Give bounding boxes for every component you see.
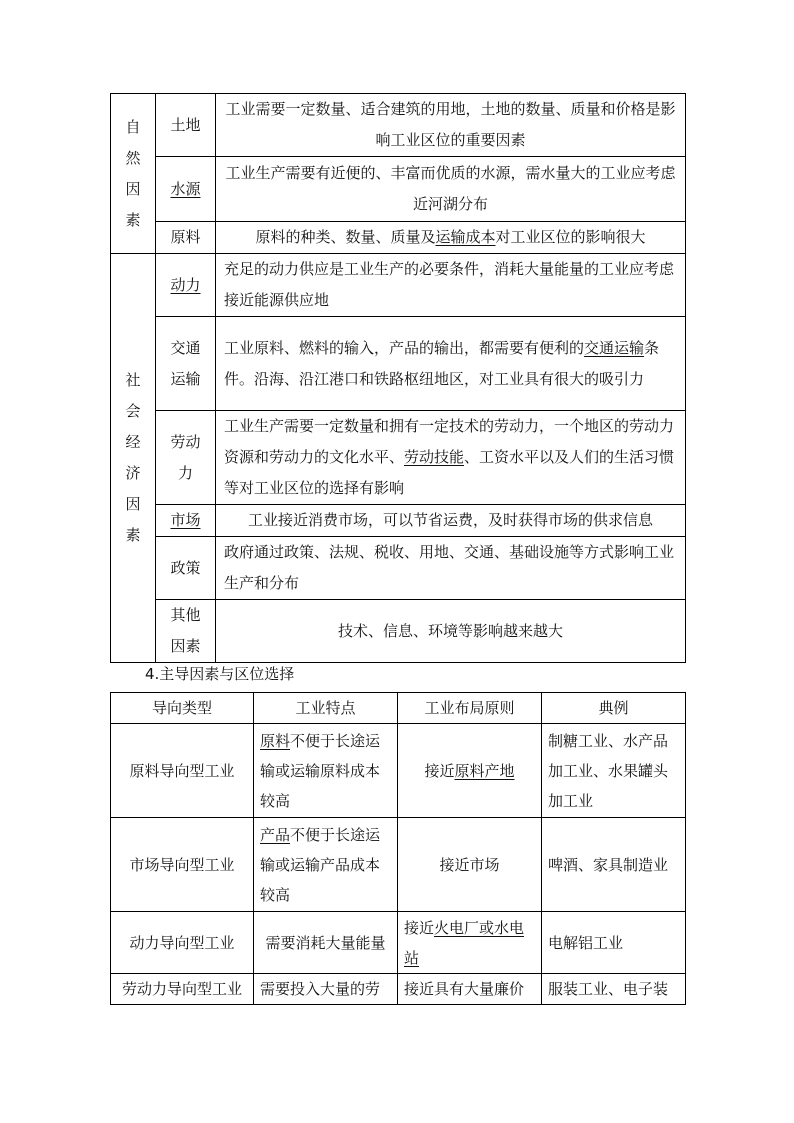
location-factors-table [110,93,686,663]
row-type: 劳动力导向型工业 [111,974,254,1005]
factor-other-desc: 技术、信息、环境等影响越来越大 [216,600,686,663]
factor-transport-desc: 工业原料、燃料的输入，产品的输出，都需要有便利的交通运输条件。沿海、沿江港口和铁路枢纽地区，对工业具有很大的吸引力 [216,317,686,411]
social-economic-factors-label: 社 会 经 济 因 素 [111,254,156,663]
row-principle: 接近市场 [398,818,542,912]
factor-power: 动力 [156,254,216,317]
header-principle: 工业布局原则 [398,693,542,724]
factor-other: 其他 因素 [156,600,216,663]
natural-factors-label: 自 然 因 素 [111,94,156,254]
header-type: 导向类型 [111,693,254,724]
row-feature: 需要消耗大量能量 [254,912,398,974]
factor-policy-desc: 政府通过政策、法规、税收、用地、交通、基础设施等方式影响工业生产和分布 [216,537,686,600]
header-feature: 工业特点 [254,693,398,724]
row-feature: 原料不便于长途运输或运输原料成本较高 [254,724,398,818]
row-example: 啤酒、家具制造业 [542,818,686,912]
factor-labor: 劳动 力 [156,411,216,505]
factor-water: 水源 [156,157,216,222]
row-principle: 接近火电厂或水电站 [398,912,542,974]
row-type: 原料导向型工业 [111,724,254,818]
row-type: 市场导向型工业 [111,818,254,912]
row-feature: 产品不便于长途运输或运输产品成本较高 [254,818,398,912]
section-heading: 4.主导因素与区位选择 [145,665,295,683]
factor-material-desc: 原料的种类、数量、质量及运输成本对工业区位的影响很大 [216,222,686,254]
factor-transport: 交通 运输 [156,317,216,411]
factor-land-desc: 工业需要一定数量、适合建筑的用地，土地的数量、质量和价格是影响工业区位的重要因素 [216,94,686,157]
dominant-factor-table [110,692,686,1005]
row-principle: 接近具有大量廉价 [398,974,542,1005]
factor-water-desc: 工业生产需要有近便的、丰富而优质的水源，需水量大的工业应考虑近河湖分布 [216,157,686,222]
factor-land: 土地 [156,94,216,157]
row-example: 制糖工业、水产品加工业、水果罐头加工业 [542,724,686,818]
row-principle: 接近原料产地 [398,724,542,818]
row-example: 服装工业、电子装 [542,974,686,1005]
factor-market-desc: 工业接近消费市场，可以节省运费，及时获得市场的供求信息 [216,505,686,537]
factor-labor-desc: 工业生产需要一定数量和拥有一定技术的劳动力，一个地区的劳动力资源和劳动力的文化水平、劳动技能、工资水平以及人们的生活习惯等对工业区位的选择有影响 [216,411,686,505]
factor-policy: 政策 [156,537,216,600]
row-feature: 需要投入大量的劳 [254,974,398,1005]
factor-market: 市场 [156,505,216,537]
row-example: 电解铝工业 [542,912,686,974]
header-example: 典例 [542,693,686,724]
factor-power-desc: 充足的动力供应是工业生产的必要条件，消耗大量能量的工业应考虑接近能源供应地 [216,254,686,317]
factor-material: 原料 [156,222,216,254]
row-type: 动力导向型工业 [111,912,254,974]
